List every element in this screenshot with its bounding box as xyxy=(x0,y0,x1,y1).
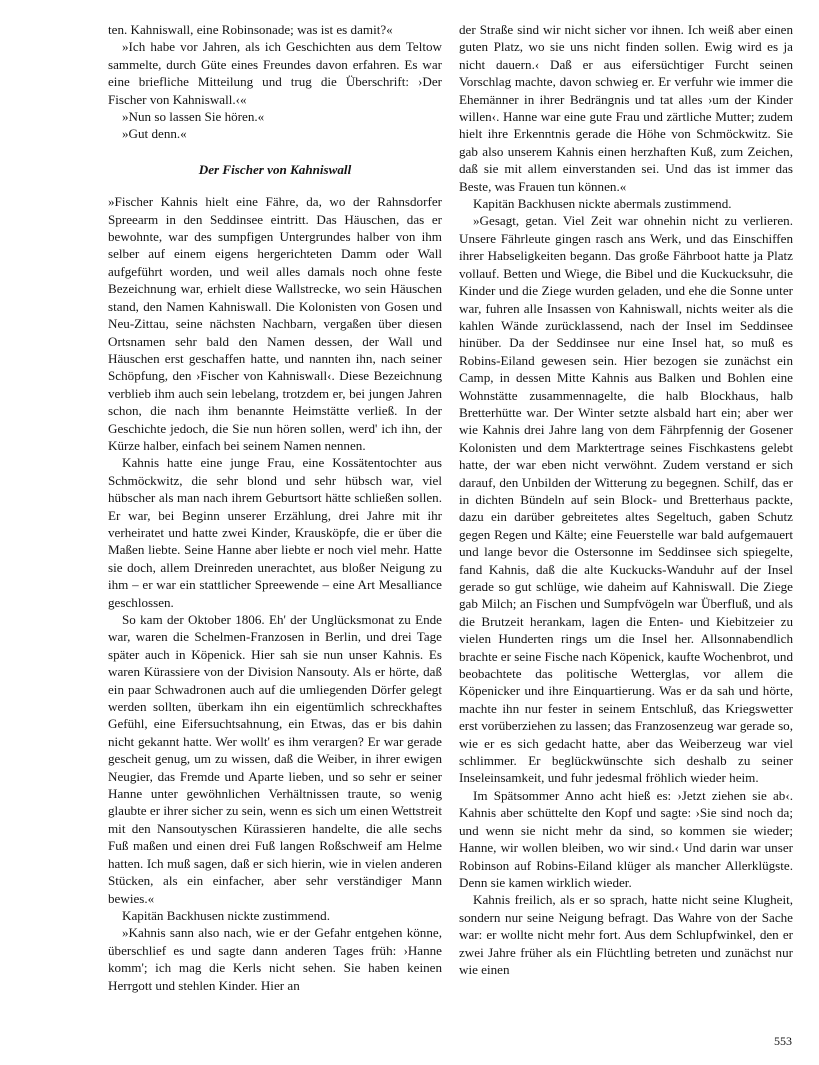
paragraph: Kapitän Backhusen nickte zustimmend. xyxy=(122,907,330,923)
paragraph: Im Spätsommer Anno acht hieß es: ›Jetzt ziehen sie ab‹. Kahnis aber schüttelte den Kopf und sagte: ›Sie sind noch da; und wenn sie nicht mehr da sind, so kommen sie wieder; Hanne, wir wollen bleiben, wo wir sind.‹ Und darin war unser Robinson auf Robins-Eiland klüger als mancher Allerklügste. Denn sie kamen wirklich wieder. xyxy=(459,787,793,890)
paragraph: »Kahnis sann also nach, wie er der Gefahr entgehen könne, überschlief es und sagte dann anderen Tages früh: ›Hanne komm'; ich mag die Kerls nicht sehen. Sie haben keinen Herrgott und stehlen Kinder. Hier an xyxy=(108,925,442,993)
paragraph: der Straße sind wir nicht sicher vor ihnen. Ich weiß aber einen guten Platz, wo sie uns nicht finden sollen. Ewig wird es ja nicht dauern.‹ Daß er aus eifersüchtiger Furcht seinen Vorschlag machte, davon schwieg er. Er verfuhr wie immer die Ehemänner in ihrer Bedrängnis und tat alles ›um der Kinder willen‹. Hanne war eine gute Frau und zärtliche Mutter; zudem hielt ihre Erkenntnis gerade die Höhe von Schmöckwitz. Sie gab also unserem Kahnis einen herzhaften Kuß, zum Zeichen, daß sie mit allem einverstanden sei. Und das ist immer das Beste, was Frauen tun können.« xyxy=(459,22,793,194)
paragraph: Kapitän Backhusen nickte abermals zustimmend. xyxy=(473,196,732,212)
page-number: 553 xyxy=(774,1034,792,1048)
paragraph: »Fischer Kahnis hielt eine Fähre, da, wo der Rahnsdorfer Spreearm in den Seddinsee eintritt. Das Häuschen, das er bewohnte, war des sumpfigen Untergrundes halber von ihm selber auf einem eigens hergerichteten Damm oder Wall aufgeführt worden, und weil alles damals noch ohne feste Bezeichnung war, erhielt diese Wallstrecke, wo sein Häuschen stand, den Namen Kahniswall. Die Kolonisten von Gosen und Neu-Zittau, seine nächsten Nachbarn, vergaßen über diesen Ortsnamen sehr bald den Namen dessen, der Wall und Häuschen erst geschaffen hatte, und nannten ihn, nach seiner Schöpfung, den ›Fischer von Kahniswall‹. Diese Bezeichnung verblieb ihm auch sein lebelang, trotzdem er, bei jungen Jahren schon, die nach ihm benannte Heimstätte verließ. In der Geschichte jedoch, die Sie nun hören sollen, werd' ich ihn, der Kürze halber, einfach bei seinem Namen nennen. xyxy=(108,194,442,453)
paragraph: »Nun so lassen Sie hören.« xyxy=(122,109,265,125)
section-heading: Der Fischer von Kahniswall xyxy=(198,161,352,177)
paragraph: »Gut denn.« xyxy=(122,126,187,142)
paragraph: So kam der Oktober 1806. Eh' der Unglücksmonat zu Ende war, waren die Schelmen-Franzosen in Berlin, und drei Tage später auch in Köpenick. Hier sah sie nun unser Kahnis. Es waren Kürassiere von der Division Nansouty. Als er hörte, daß ein paar Schwadronen auch auf die umliegenden Dörfer gelegt werden sollten, überkam ihn ein eigentümlich schreckhaftes Gefühl, eine Eifersuchtsahnung, ein Etwas, das er bis dahin nicht gekannt hatte. Wer wollt' es ihm verargen? Er war gerade gescheit genug, um zu wissen, daß die Weiber, in ihrer ewigen Neugier, das Fremde und Aparte lieben, und so sehr er seiner Hanne unter gewöhnlichen Verhältnissen traute, so wenig glaubte er ihrer sicher zu sein, wenn es sich um einen Wettstreit mit den Nansoutyschen Kürassieren handelte, die alle sechs Fuß maßen und einen drei Fuß langen Roßschweif am Helme hatten. Ich muß sagen, daß er sich hierin, wie in vielen anderen Stücken, als ein einfacher, aber sehr verständiger Mann bewies.« xyxy=(108,612,442,906)
paragraph: ten. Kahniswall, eine Robinsonade; was ist es damit?« xyxy=(108,22,393,37)
right-column xyxy=(459,21,793,978)
paragraph: »Ich habe vor Jahren, als ich Geschichten aus dem Teltow sammelte, durch Güte eines Freundes davon erfahren. Es war eine briefliche Mitteilung und trug die Überschrift: ›Der Fischer von Kahniswall.‹« xyxy=(108,39,442,107)
paragraph: Kahnis hatte eine junge Frau, eine Kossätentochter aus Schmöckwitz, die sehr blond und sehr hübsch war, viel hübscher als man nach ihrem Geburtsort hätte schließen sollen. Er war, bei Beginn unserer Erzählung, drei Jahre mit ihr verheiratet und hatte zwei Kinder, Krausköpfe, die er über die Maßen liebte. Seine Hanne aber liebte er noch viel mehr. Hatte sie doch, allem Dreinreden unerachtet, aus bloßer Neigung zu ihm – er war ein stattlicher Spreewende – eine Art Mesalliance geschlossen. xyxy=(108,455,442,610)
paragraph: »Gesagt, getan. Viel Zeit war ohnehin nicht zu verlieren. Unsere Fährleute gingen rasch ans Werk, und das Einschiffen ihrer Habseligkeiten begann. Das große Fährboot hatte ja Platz vollauf. Betten und Wiege, die Bibel und die Kuckucksuhr, die Kinder und die Ziege wurden geladen, und ehe die Sonne unter war, fuhren alle Insassen von Kahniswall, nichts weiter als die kahlen Wände zurücklassend, nach der Insel im Seddinsee hinüber. Da der Seddinsee nur eine Insel hat, so muß es Robins-Eiland gewesen sein. Hier bezogen sie zunächst ein Camp, in dessen Mitte Kahnis aus Balken und Bohlen eine Wohnstätte zusammennagelte, die halb Blockhaus, halb Bretterhütte war. Der Winter setzte alsbald hart ein; aber wer wie Kahnis drei Jahre lang von dem Fährpfennig der Gosener Kolonisten und dem Marktertrage seines Fischkastens gelebt hatte, der war eben nicht verwöhnt. Zudem verstand er sich darauf, den Unbilden der Witterung zu begegnen. Schilf, das er in dichten Bündeln auf sein Block- und Bretterhaus packte, dazu ein darüber gebreitetes altes Segeltuch, gaben Schutz gegen Regen und Kälte; eine Feuerstelle war bald aufgemauert und lange bevor die Ostersonne im Seddinsee sich spiegelte, fand Kahnis, daß die alte Kuckucks-Wanduhr auf der Insel gerade so gut schlüge, wie daheim auf Kahniswall. Die Ziege gab Milch; an Fischen und Sumpfvögeln war Überfluß, und als die Brutzeit herankam, lagen die Enten- und Kiebitzeier zu vielen Hunderten rings um die Insel her. Allsonnabendlich brachte er seine Fische nach Köpenick, kaufte Wochenbrot, und beobachtete das politische Wetterglas, vor allem die Köpenicker und ihre Einquartierung. Was er da sah und hörte, machte ihn nur fester in seinem Entschluß, das Kriegswetter erst vorüberziehen zu lassen; das Franzosenzeug war gerade so, wie er es sich gedacht hatte, aber das Weiberzeug war viel schlimmer. Er beglückwünschte sich deshalb zu seiner Inseleinsamkeit, und fuhr jedesmal fröhlich wieder heim. xyxy=(459,213,793,786)
paragraph: Kahnis freilich, als er so sprach, hatte nicht seine Klugheit, sondern nur seine Neigung befragt. Das Wahre von der Sache war: er wollte nicht mehr fort. Aus dem Schlupfwinkel, den er zwei Jahre früher als ein Flüchtling betreten und zunächst nur wie einen xyxy=(459,892,793,977)
left-column xyxy=(108,21,442,994)
